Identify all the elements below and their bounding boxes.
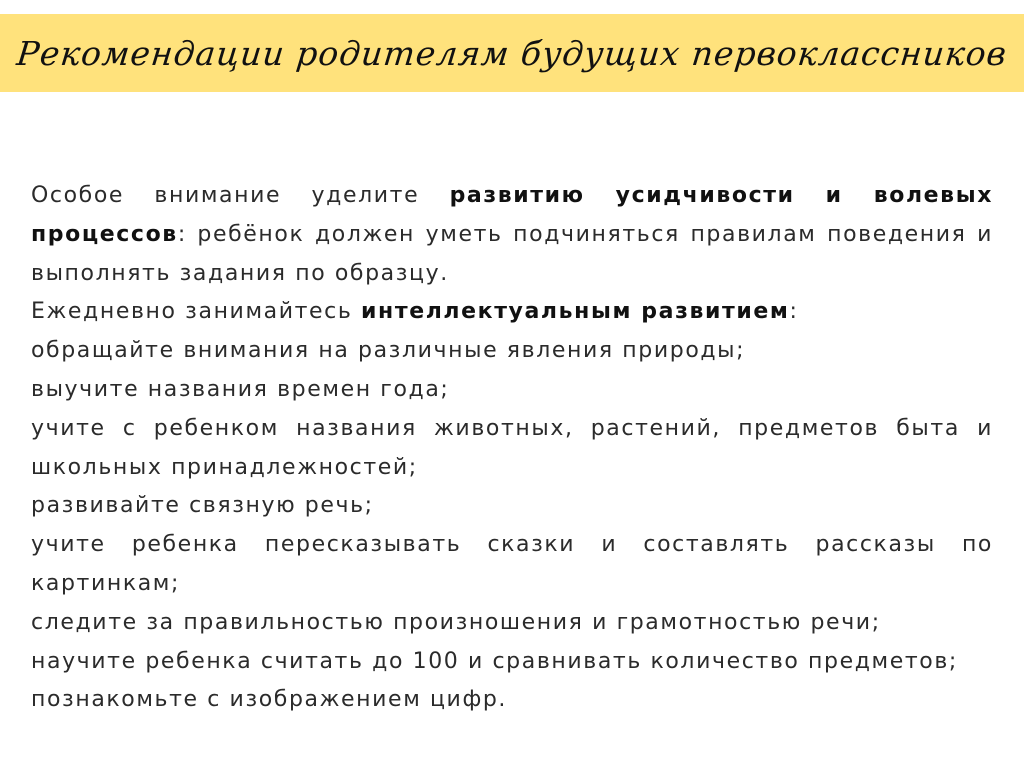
paragraph-text: Ежедневно занимайтесь [31, 299, 362, 325]
paragraph-emphasis: интеллектуальным развитием [361, 299, 790, 325]
list-item: обращайте внимания на различные явления природы; [31, 338, 746, 364]
paragraph-text: : [789, 299, 799, 325]
list-item: научите ребенка считать до 100 и сравнивать количество предметов; [31, 648, 958, 674]
list-item: познакомьте с изображением цифр. [31, 687, 508, 713]
list-item: выучите названия времен года; [31, 376, 450, 402]
content-body [31, 177, 993, 720]
list-item: учите ребенка пересказывать сказки и составлять рассказы по картинкам; [31, 532, 993, 596]
list-item: следите за правильностью произношения и грамотностью речи; [31, 609, 881, 635]
slide-title: Рекомендации родителям будущих первоклассников [14, 33, 1010, 73]
paragraph-perseverance [31, 177, 993, 293]
list-item: развивайте связную речь; [31, 493, 374, 519]
paragraph-emphasis: развитию усидчивости и волевых процессов [31, 183, 993, 247]
paragraph-intellectual [31, 293, 993, 332]
paragraph-text: Особое внимание уделите [31, 183, 450, 208]
list-item: учите с ребенком названия животных, растений, предметов быта и школьных принадлежностей; [31, 415, 993, 480]
paragraph-text: : ребёнок должен уметь подчиняться правилам поведения и выполнять задания по образцу. [31, 221, 993, 286]
